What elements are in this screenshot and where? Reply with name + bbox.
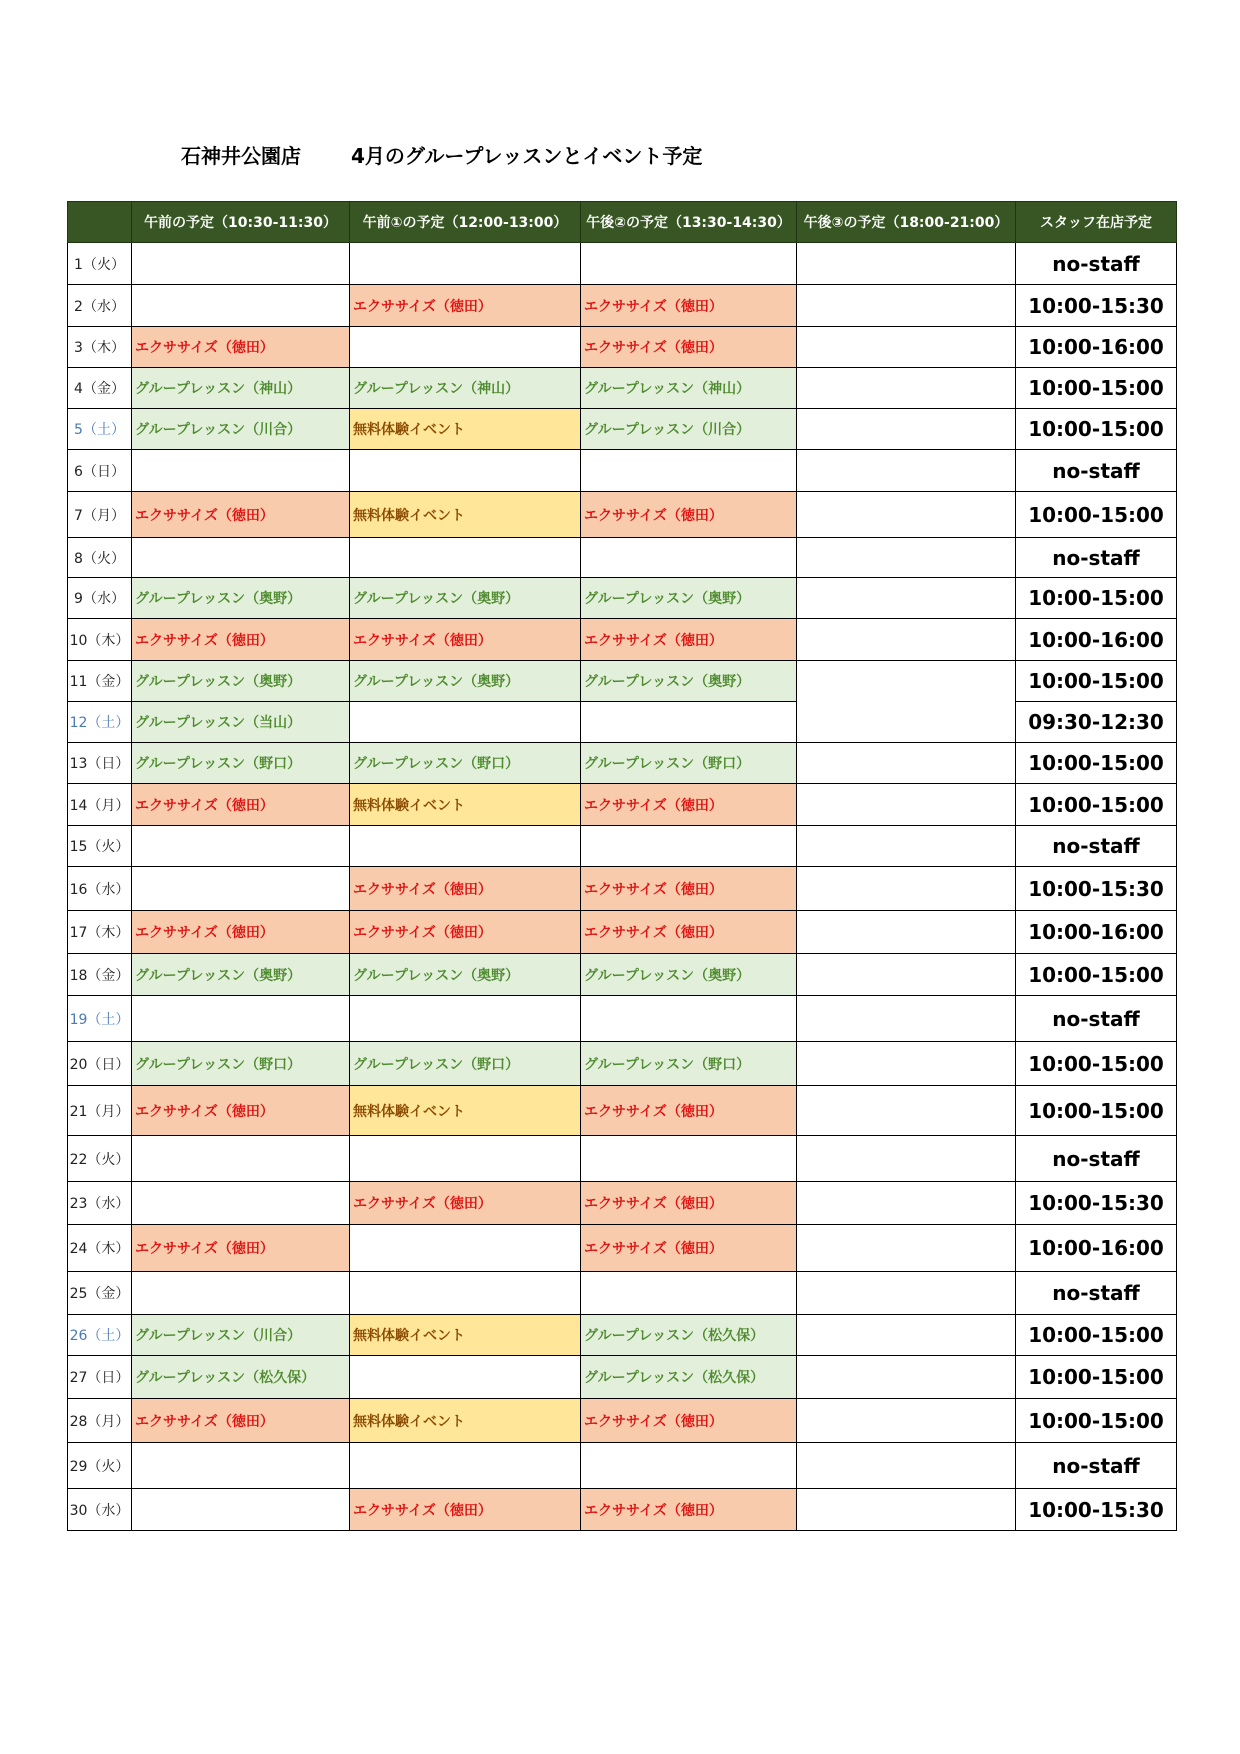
event-cell xyxy=(132,1136,350,1182)
staff-cell: 10:00-15:00 xyxy=(1016,1086,1177,1136)
column-header-staff: スタッフ在店予定 xyxy=(1016,202,1177,243)
evening-cell xyxy=(797,538,1016,578)
event-cell: エクササイズ（徳田） xyxy=(581,1086,797,1136)
date-cell: 17（木） xyxy=(68,911,132,954)
date-cell: 26（土） xyxy=(68,1315,132,1356)
staff-cell: 10:00-16:00 xyxy=(1016,327,1177,368)
table-row xyxy=(68,243,1177,285)
date-cell: 8（火） xyxy=(68,538,132,578)
event-cell: エクササイズ（徳田） xyxy=(581,285,797,327)
store-name: 石神井公園店 xyxy=(181,144,301,168)
evening-cell xyxy=(797,911,1016,954)
table-row xyxy=(68,1356,1177,1399)
event-cell: エクササイズ（徳田） xyxy=(132,1399,350,1443)
event-cell: 無料体験イベント xyxy=(350,1086,581,1136)
event-cell xyxy=(581,538,797,578)
table-row xyxy=(68,450,1177,492)
date-cell: 14（月） xyxy=(68,784,132,826)
evening-cell xyxy=(797,784,1016,826)
evening-cell xyxy=(797,450,1016,492)
event-cell: 無料体験イベント xyxy=(350,784,581,826)
event-cell: エクササイズ（徳田） xyxy=(132,327,350,368)
table-row xyxy=(68,1272,1177,1315)
staff-cell: no-staff xyxy=(1016,1136,1177,1182)
date-cell: 1（火） xyxy=(68,243,132,285)
date-cell: 4（金） xyxy=(68,368,132,409)
event-cell: エクササイズ（徳田） xyxy=(581,619,797,661)
schedule-title: 4月のグループレッスンとイベント予定 xyxy=(351,144,703,168)
event-cell: エクササイズ（徳田） xyxy=(581,492,797,538)
event-cell: グループレッスン（奥野） xyxy=(581,954,797,996)
staff-cell: 10:00-15:00 xyxy=(1016,743,1177,784)
date-cell: 20（日） xyxy=(68,1042,132,1086)
event-cell xyxy=(132,285,350,327)
event-cell xyxy=(132,243,350,285)
date-cell: 24（木） xyxy=(68,1225,132,1272)
staff-cell: no-staff xyxy=(1016,826,1177,867)
evening-cell xyxy=(797,327,1016,368)
event-cell: エクササイズ（徳田） xyxy=(581,327,797,368)
evening-cell xyxy=(797,826,1016,867)
table-row xyxy=(68,1136,1177,1182)
event-cell xyxy=(132,996,350,1042)
column-header-slot3: 午後③の予定（18:00-21:00） xyxy=(797,202,1016,243)
table-row xyxy=(68,1443,1177,1489)
event-cell: エクササイズ（徳田） xyxy=(581,911,797,954)
date-cell: 18（金） xyxy=(68,954,132,996)
staff-cell: no-staff xyxy=(1016,243,1177,285)
date-cell: 6（日） xyxy=(68,450,132,492)
event-cell: グループレッスン（当山） xyxy=(132,702,350,743)
staff-cell: 10:00-16:00 xyxy=(1016,619,1177,661)
event-cell xyxy=(132,1443,350,1489)
column-header-morning: 午前の予定（10:30-11:30） xyxy=(132,202,350,243)
table-row xyxy=(68,578,1177,619)
staff-cell: 10:00-15:00 xyxy=(1016,368,1177,409)
event-cell xyxy=(350,1225,581,1272)
schedule-table xyxy=(67,201,1177,1531)
staff-cell: 10:00-16:00 xyxy=(1016,1225,1177,1272)
event-cell: グループレッスン（川合） xyxy=(581,409,797,450)
table-row xyxy=(68,1225,1177,1272)
event-cell xyxy=(350,702,581,743)
evening-cell xyxy=(797,1225,1016,1272)
event-cell: 無料体験イベント xyxy=(350,409,581,450)
event-cell xyxy=(350,450,581,492)
event-cell xyxy=(350,1272,581,1315)
table-row xyxy=(68,867,1177,911)
evening-cell xyxy=(797,1136,1016,1182)
staff-cell: 10:00-15:00 xyxy=(1016,954,1177,996)
date-cell: 21（月） xyxy=(68,1086,132,1136)
event-cell: グループレッスン（川合） xyxy=(132,409,350,450)
date-cell: 10（木） xyxy=(68,619,132,661)
event-cell: エクササイズ（徳田） xyxy=(350,867,581,911)
evening-cell xyxy=(797,409,1016,450)
staff-cell: 10:00-15:00 xyxy=(1016,1356,1177,1399)
event-cell: グループレッスン（奥野） xyxy=(581,661,797,702)
date-cell: 15（火） xyxy=(68,826,132,867)
staff-cell: 10:00-15:30 xyxy=(1016,1182,1177,1225)
evening-cell xyxy=(797,368,1016,409)
event-cell xyxy=(350,1356,581,1399)
event-cell xyxy=(581,826,797,867)
event-cell: エクササイズ（徳田） xyxy=(581,784,797,826)
staff-cell: 10:00-15:00 xyxy=(1016,578,1177,619)
date-cell: 16（水） xyxy=(68,867,132,911)
evening-cell xyxy=(797,619,1016,661)
evening-cell xyxy=(797,1086,1016,1136)
event-cell xyxy=(350,1443,581,1489)
event-cell: グループレッスン（松久保） xyxy=(581,1356,797,1399)
event-cell xyxy=(350,243,581,285)
table-row xyxy=(68,327,1177,368)
event-cell: グループレッスン（奥野） xyxy=(350,954,581,996)
date-cell: 13（日） xyxy=(68,743,132,784)
evening-cell xyxy=(797,492,1016,538)
evening-cell xyxy=(797,243,1016,285)
event-cell: 無料体験イベント xyxy=(350,1315,581,1356)
date-cell: 12（土） xyxy=(68,702,132,743)
date-cell: 25（金） xyxy=(68,1272,132,1315)
column-header-slot1: 午前①の予定（12:00-13:00） xyxy=(350,202,581,243)
staff-cell: no-staff xyxy=(1016,1272,1177,1315)
event-cell xyxy=(350,826,581,867)
evening-cell xyxy=(797,1042,1016,1086)
event-cell xyxy=(350,538,581,578)
event-cell: グループレッスン（松久保） xyxy=(132,1356,350,1399)
table-row xyxy=(68,911,1177,954)
event-cell: グループレッスン（野口） xyxy=(132,743,350,784)
evening-cell xyxy=(797,954,1016,996)
evening-cell xyxy=(797,996,1016,1042)
evening-cell xyxy=(797,1399,1016,1443)
staff-cell: 10:00-15:30 xyxy=(1016,285,1177,327)
date-cell: 7（月） xyxy=(68,492,132,538)
event-cell: グループレッスン（野口） xyxy=(132,1042,350,1086)
event-cell xyxy=(581,1136,797,1182)
event-cell: エクササイズ（徳田） xyxy=(132,492,350,538)
table-row xyxy=(68,1315,1177,1356)
event-cell: エクササイズ（徳田） xyxy=(350,911,581,954)
event-cell xyxy=(350,327,581,368)
event-cell xyxy=(581,1443,797,1489)
evening-cell xyxy=(797,661,1016,702)
table-header-row xyxy=(68,202,1177,243)
event-cell: グループレッスン（野口） xyxy=(581,743,797,784)
table-row xyxy=(68,368,1177,409)
event-cell: エクササイズ（徳田） xyxy=(581,1225,797,1272)
table-row xyxy=(68,409,1177,450)
event-cell: エクササイズ（徳田） xyxy=(350,1182,581,1225)
evening-cell xyxy=(797,743,1016,784)
event-cell: エクササイズ（徳田） xyxy=(350,619,581,661)
table-row xyxy=(68,661,1177,702)
schedule-body xyxy=(68,243,1177,1531)
page-title xyxy=(181,140,702,169)
date-cell: 11（金） xyxy=(68,661,132,702)
event-cell: グループレッスン（奥野） xyxy=(350,661,581,702)
event-cell: グループレッスン（神山） xyxy=(350,368,581,409)
date-cell: 9（水） xyxy=(68,578,132,619)
staff-cell: no-staff xyxy=(1016,996,1177,1042)
date-cell: 3（木） xyxy=(68,327,132,368)
date-cell: 28（月） xyxy=(68,1399,132,1443)
event-cell: エクササイズ（徳田） xyxy=(581,1489,797,1531)
event-cell xyxy=(350,996,581,1042)
event-cell: エクササイズ（徳田） xyxy=(581,1399,797,1443)
table-row xyxy=(68,954,1177,996)
event-cell: エクササイズ（徳田） xyxy=(132,784,350,826)
event-cell: グループレッスン（奥野） xyxy=(132,578,350,619)
evening-cell xyxy=(797,702,1016,743)
table-row xyxy=(68,1182,1177,1225)
staff-cell: 10:00-15:00 xyxy=(1016,661,1177,702)
event-cell xyxy=(581,702,797,743)
staff-cell: no-staff xyxy=(1016,1443,1177,1489)
event-cell xyxy=(132,1272,350,1315)
table-row xyxy=(68,285,1177,327)
table-row xyxy=(68,702,1177,743)
table-row xyxy=(68,826,1177,867)
date-cell: 5（土） xyxy=(68,409,132,450)
table-row xyxy=(68,1042,1177,1086)
event-cell: エクササイズ（徳田） xyxy=(350,285,581,327)
event-cell xyxy=(581,1272,797,1315)
event-cell: 無料体験イベント xyxy=(350,492,581,538)
event-cell xyxy=(581,996,797,1042)
date-cell: 23（水） xyxy=(68,1182,132,1225)
event-cell: グループレッスン（野口） xyxy=(350,1042,581,1086)
date-cell: 29（火） xyxy=(68,1443,132,1489)
staff-cell: 10:00-15:30 xyxy=(1016,867,1177,911)
event-cell xyxy=(132,826,350,867)
staff-cell: 10:00-15:00 xyxy=(1016,784,1177,826)
event-cell: グループレッスン（奥野） xyxy=(350,578,581,619)
event-cell: グループレッスン（奥野） xyxy=(132,661,350,702)
evening-cell xyxy=(797,578,1016,619)
event-cell: エクササイズ（徳田） xyxy=(132,911,350,954)
table-row xyxy=(68,1489,1177,1531)
event-cell: グループレッスン（松久保） xyxy=(581,1315,797,1356)
event-cell: グループレッスン（奥野） xyxy=(581,578,797,619)
evening-cell xyxy=(797,867,1016,911)
event-cell xyxy=(350,1136,581,1182)
event-cell xyxy=(132,1489,350,1531)
event-cell: エクササイズ（徳田） xyxy=(132,619,350,661)
staff-cell: 10:00-15:30 xyxy=(1016,1489,1177,1531)
evening-cell xyxy=(797,1443,1016,1489)
table-row xyxy=(68,538,1177,578)
event-cell xyxy=(132,538,350,578)
evening-cell xyxy=(797,1315,1016,1356)
evening-cell xyxy=(797,1356,1016,1399)
event-cell: エクササイズ（徳田） xyxy=(581,1182,797,1225)
event-cell: グループレッスン（川合） xyxy=(132,1315,350,1356)
evening-cell xyxy=(797,1272,1016,1315)
evening-cell xyxy=(797,285,1016,327)
table-row xyxy=(68,492,1177,538)
event-cell: グループレッスン（神山） xyxy=(132,368,350,409)
event-cell: グループレッスン（野口） xyxy=(350,743,581,784)
staff-cell: 10:00-16:00 xyxy=(1016,911,1177,954)
staff-cell: 10:00-15:00 xyxy=(1016,492,1177,538)
staff-cell: 10:00-15:00 xyxy=(1016,1399,1177,1443)
column-header-slot2: 午後②の予定（13:30-14:30） xyxy=(581,202,797,243)
date-cell: 27（日） xyxy=(68,1356,132,1399)
table-row xyxy=(68,784,1177,826)
staff-cell: 10:00-15:00 xyxy=(1016,1042,1177,1086)
staff-cell: no-staff xyxy=(1016,538,1177,578)
date-cell: 30（水） xyxy=(68,1489,132,1531)
event-cell: エクササイズ（徳田） xyxy=(350,1489,581,1531)
event-cell: エクササイズ（徳田） xyxy=(132,1086,350,1136)
event-cell xyxy=(132,867,350,911)
date-cell: 2（水） xyxy=(68,285,132,327)
event-cell: 無料体験イベント xyxy=(350,1399,581,1443)
staff-cell: 10:00-15:00 xyxy=(1016,409,1177,450)
event-cell: グループレッスン（奥野） xyxy=(132,954,350,996)
event-cell: グループレッスン（神山） xyxy=(581,368,797,409)
staff-cell: 10:00-15:00 xyxy=(1016,1315,1177,1356)
table-row xyxy=(68,1086,1177,1136)
staff-cell: 09:30-12:30 xyxy=(1016,702,1177,743)
event-cell: グループレッスン（野口） xyxy=(581,1042,797,1086)
event-cell: エクササイズ（徳田） xyxy=(132,1225,350,1272)
evening-cell xyxy=(797,1182,1016,1225)
event-cell xyxy=(581,243,797,285)
event-cell xyxy=(581,450,797,492)
table-row xyxy=(68,619,1177,661)
event-cell xyxy=(132,1182,350,1225)
event-cell xyxy=(132,450,350,492)
event-cell: エクササイズ（徳田） xyxy=(581,867,797,911)
table-row xyxy=(68,1399,1177,1443)
date-cell: 22（火） xyxy=(68,1136,132,1182)
evening-cell xyxy=(797,1489,1016,1531)
staff-cell: no-staff xyxy=(1016,450,1177,492)
column-header-date xyxy=(68,202,132,243)
date-cell: 19（土） xyxy=(68,996,132,1042)
table-row xyxy=(68,743,1177,784)
table-row xyxy=(68,996,1177,1042)
